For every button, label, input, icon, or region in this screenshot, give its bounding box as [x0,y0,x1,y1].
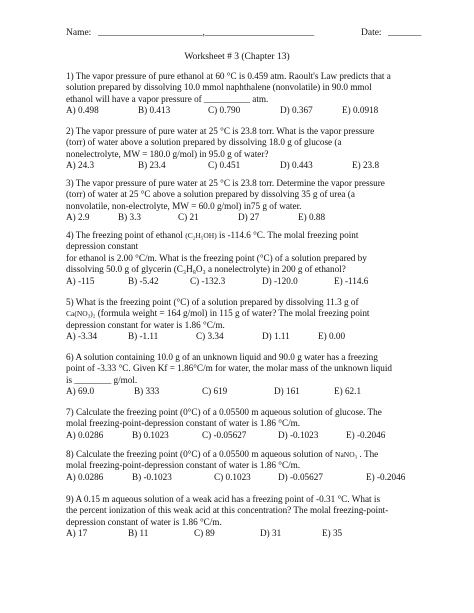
choice-c: C) -0.05627 [202,429,247,440]
formula-sodium-nitrate: NaNO₃ [335,450,358,459]
choice-c: C) 0.790 [208,105,241,116]
choice-d: D) 0.443 [280,160,313,171]
formula-calcium-nitrate: Ca(NO₃)₂ [66,309,96,319]
question-text: 9) A 0.15 m aqueous solution of a weak acid has a freezing point of -0.31 °C. What is [66,494,381,504]
choice-d: D) 27 [238,212,260,223]
question-text: for ethanol is 2.00 °C/m. What is the freezing point (°C) of a solution prepared by [66,252,367,263]
answer-choices [66,105,416,116]
answer-choices [66,386,416,397]
question-text: 5) What is the freezing point (°C) of a solution prepared by dissolving 11.3 g of [66,297,359,307]
choice-b: B) 11 [128,528,149,539]
choice-b: B) 23.4 [138,160,166,171]
choice-b: B) -5.42 [128,275,159,286]
question-text: solution prepared by dissolving 10.0 mmol naphthalene (nonvolatile) in 90.0 mmol [66,82,372,93]
choice-e: E) 0.00 [318,331,346,342]
choice-c: C) 0.1023 [214,471,251,482]
date-blank: _______ [388,28,422,38]
choice-c: C) 89 [194,528,215,539]
question-line [66,449,416,460]
question-text: 7) Calculate the freezing point (0°C) of a 0.05500 m aqueous solution of glucose. The [66,407,382,417]
choice-a: A) -3.34 [66,331,98,342]
choice-a: A) 69.0 [66,386,95,397]
answer-choices [66,276,416,287]
question-text: is ________ g/mol. [66,374,138,385]
choice-d: D) 0.367 [280,105,313,116]
choice-a: A) 2.9 [66,212,90,223]
question-text: nonvolatile, non-electrolyte, MW = 60.0 g/mol) in75 g of water. [66,200,302,211]
choice-e: E) -0.2046 [346,429,386,440]
date-label: Date: [361,28,382,38]
choice-c: C) 3.34 [196,331,224,342]
question-line [66,230,416,241]
question-text: ethanol will have a vapor pressure of __________ atm. [66,93,269,104]
choice-c: C) 21 [178,212,199,223]
question-7 [66,407,416,441]
choice-d: D) -120.0 [262,275,298,286]
name-blank: ______________________,_______________________ [98,28,315,38]
question-9 [66,494,416,540]
question-text: nonelectrolyte, MW = 180.0 g/mol) in 95.0 g of water? [66,148,269,159]
question-text: 3) The vapor pressure of pure water at 25 °C is 23.8 torr. Determine the vapor pressure [66,178,385,188]
choice-e: E) 62.1 [334,386,362,397]
answer-choices [66,331,416,342]
choice-c: C) -132.3 [190,275,226,286]
choice-a: A) 24.3 [66,160,95,171]
choice-a: A) -115 [66,275,95,286]
question-1 [66,71,416,117]
choice-d: D) 1.11 [262,331,290,342]
question-3 [66,178,416,224]
choice-a: A) 0.498 [66,105,99,116]
question-2 [66,126,416,172]
choice-b: B) 0.413 [138,105,171,116]
choice-d: D) -0.05627 [278,471,323,482]
question-text: depression constant for water is 1.86 °C/m. [66,319,225,330]
choice-b: B) 333 [134,386,160,397]
question-text: 1) The vapor pressure of pure ethanol at 60 °C is 0.459 atm. Raoult's Law predicts that a [66,71,391,81]
question-text: 4) The freezing point of ethanol [66,230,186,240]
question-text: molal freezing-point-depression constant of water is 1.86 °C/m. [66,460,301,471]
question-text: (formula weight = 164 g/mol) in 115 g of water? The molal freezing point [95,308,370,319]
choice-b: B) 3.3 [118,212,141,223]
choice-e: E) 0.0918 [342,105,379,116]
question-6 [66,352,416,398]
choice-b: B) -1.11 [128,331,159,342]
question-4 [66,230,416,287]
answer-choices [66,212,416,223]
choice-d: D) 31 [260,528,282,539]
question-text: 6) A solution containing 10.0 g of an unknown liquid and 90.0 g water has a freezing [66,352,378,362]
question-text: is -114.6 °C. The molal freezing point [216,230,359,240]
worksheet-title: Worksheet # 3 (Chapter 13) [184,52,290,62]
answer-choices [66,430,416,441]
choice-d: D) -0.1023 [278,429,319,440]
question-text: 2) The vapor pressure of pure water at 25 °C is 23.8 torr. What is the vapor pressure [66,126,375,136]
choice-b: B) 0.1023 [132,429,169,440]
question-text: point of -3.33 °C. Given Kf = 1.86°C/m for water, the molar mass of the unknown liquid [66,363,393,374]
choice-e: E) 23.8 [352,160,380,171]
question-text: (torr) of water at 25 °C above a solution prepared by dissolving 35 g of urea (a [66,189,355,200]
question-text: dissolving 50.0 g of glycerin (C₃H₈O₃ a nonelectrolyte) in 200 g of ethanol? [66,264,346,275]
question-text: molal freezing-point-depression constant of water is 1.86 °C/m. [66,418,301,429]
name-label: Name: [66,28,92,38]
question-line [66,308,416,319]
choice-a: A) 0.0286 [66,429,104,440]
question-text: the percent ionization of this weak acid at this concentration? The molal freezing-point- [66,505,389,516]
question-text: depression constant of water is 1.86 °C/m. [66,516,222,527]
formula-ethanol: (C₂H₅OH) [185,231,217,240]
choice-e: E) 35 [322,528,343,539]
choice-a: A) 17 [66,528,88,539]
answer-choices [66,160,416,171]
choice-e: E) -0.2046 [366,471,406,482]
question-8 [66,449,416,483]
choice-b: B) -0.1023 [132,471,172,482]
answer-choices [66,528,416,539]
choice-c: C) 0.451 [208,160,241,171]
choice-d: D) 161 [274,386,300,397]
choice-e: E) 0.88 [298,212,326,223]
choice-c: C) 619 [202,386,228,397]
question-text: 8) Calculate the freezing point (0°C) of a 0.05500 m aqueous solution of [66,449,336,459]
question-text: (torr) of water above a solution prepared by dissolving 18.0 g of glucose (a [66,137,342,148]
choice-e: E) -114.6 [334,275,369,286]
question-text: depression constant [66,241,139,252]
answer-choices [66,472,416,483]
question-5 [66,297,416,343]
question-text: . The [357,449,379,459]
choice-a: A) 0.0286 [66,471,104,482]
